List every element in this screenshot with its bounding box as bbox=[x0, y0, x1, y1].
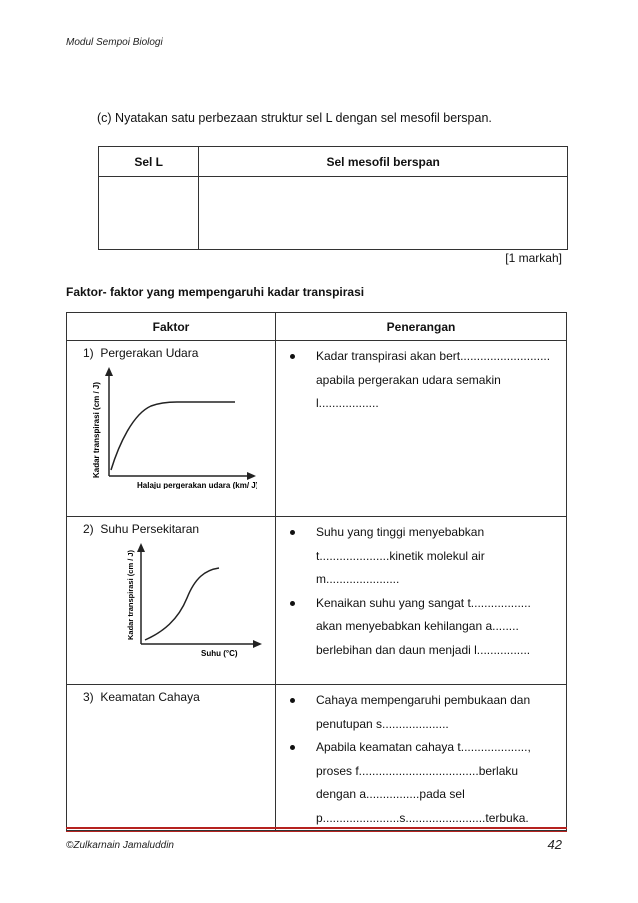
graph-xlabel: Halaju pergerakan udara (km/ J) bbox=[137, 481, 257, 489]
factor-label: 2) Suhu Persekitaran bbox=[83, 522, 200, 536]
description-cell bbox=[276, 341, 567, 517]
table-row bbox=[67, 341, 567, 517]
factor-cell bbox=[67, 685, 276, 831]
graph-ylabel: Kadar transpirasi (cm / J) bbox=[92, 381, 101, 478]
bullet-icon bbox=[290, 530, 295, 535]
bullet-text: Apabila keamatan cahaya t...................., proses f....................................berlaku dengan a................pada sel p.......................s........................terbuka. bbox=[316, 740, 531, 825]
bullet-text: Cahaya mempengaruhi pembukaan dan penutupan s.................... bbox=[316, 693, 531, 731]
bullet-text: Kadar transpirasi akan bert........................... apabila pergerakan udara semakin l.................. bbox=[316, 349, 551, 410]
bullet-text: Kenaikan suhu yang sangat t.................. akan menyebabkan kehilangan a........ berlebihan dan daun menjadi l................ bbox=[316, 595, 531, 657]
list-item bbox=[288, 736, 560, 830]
bullet-icon bbox=[290, 745, 295, 750]
header-penerangan: Penerangan bbox=[276, 313, 567, 341]
list-item bbox=[288, 592, 560, 663]
marks-label: [1 markah] bbox=[505, 251, 562, 265]
graph-air-movement bbox=[87, 364, 257, 489]
header-title: Modul Sempoi Biologi bbox=[66, 37, 163, 48]
list-item bbox=[288, 345, 560, 416]
table-row bbox=[67, 685, 567, 831]
bullet-text: Suhu yang tinggi menyebabkan t.....................kinetik molekul air m...................... bbox=[316, 525, 485, 586]
factor-label: 3) Keamatan Cahaya bbox=[83, 690, 200, 704]
bullet-icon bbox=[290, 698, 295, 703]
graph-ylabel: Kadar transpirasi (cm / J) bbox=[126, 549, 135, 640]
bullet-icon bbox=[290, 354, 295, 359]
list-item bbox=[288, 521, 560, 592]
footer-divider bbox=[66, 827, 567, 829]
comparison-table bbox=[98, 146, 568, 250]
graph-temperature bbox=[123, 540, 263, 660]
answer-cell-sel-mesofil[interactable] bbox=[199, 177, 568, 250]
description-cell bbox=[276, 517, 567, 685]
table-row bbox=[67, 517, 567, 685]
question-text: (c) Nyatakan satu perbezaan struktur sel L dengan sel mesofil berspan. bbox=[97, 111, 492, 125]
section-title: Faktor- faktor yang mempengaruhi kadar transpirasi bbox=[66, 285, 365, 299]
footer-author: ©Zulkarnain Jamaluddin bbox=[66, 840, 174, 851]
footer-divider bbox=[66, 831, 567, 832]
factors-table bbox=[66, 312, 567, 831]
page-number: 42 bbox=[547, 837, 562, 852]
graph-xlabel: Suhu (°C) bbox=[201, 649, 238, 658]
bullet-icon bbox=[290, 601, 295, 606]
header-sel-l: Sel L bbox=[99, 147, 199, 177]
factor-cell bbox=[67, 517, 276, 685]
factor-label: 1) Pergerakan Udara bbox=[83, 346, 199, 360]
list-item bbox=[288, 689, 560, 736]
description-cell bbox=[276, 685, 567, 831]
factor-cell bbox=[67, 341, 276, 517]
header-faktor: Faktor bbox=[67, 313, 276, 341]
answer-cell-sel-l[interactable] bbox=[99, 177, 199, 250]
header-sel-mesofil: Sel mesofil berspan bbox=[199, 147, 568, 177]
